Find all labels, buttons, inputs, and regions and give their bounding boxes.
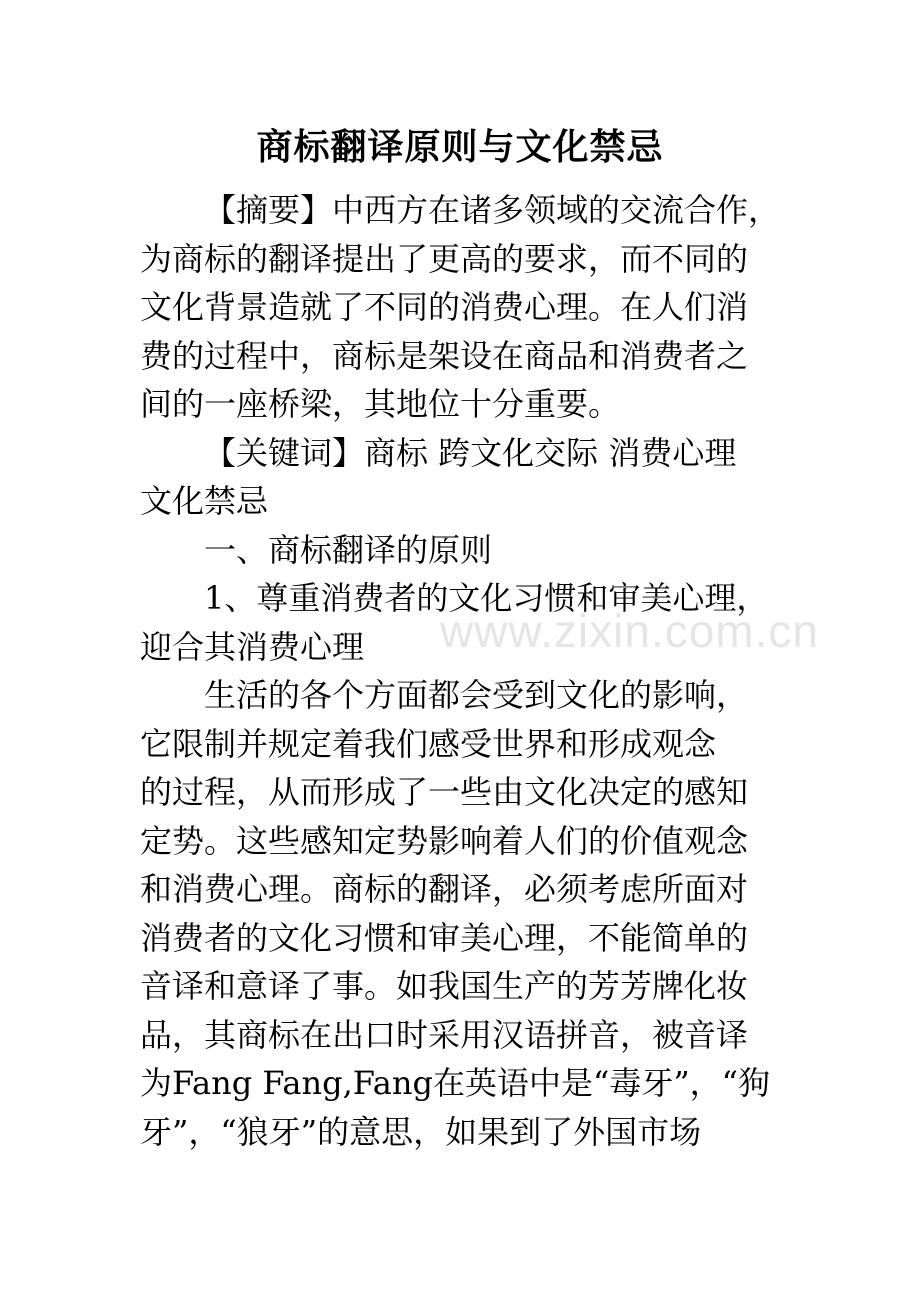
body-line: 品，其商标在出口时采用汉语拼音，被音译	[140, 1015, 749, 1054]
section-heading	[140, 526, 790, 575]
subsection-line: 迎合其消费心理	[140, 627, 365, 666]
keywords-line: 文化禁忌	[140, 482, 269, 520]
abstract-line: 为商标的翻译提出了更高的要求，而不同的	[140, 239, 749, 278]
keywords-paragraph	[140, 429, 790, 526]
abstract-paragraph	[140, 186, 790, 429]
body-line: 为Fang Fang,Fang在英语中是“毒牙”，“狗	[140, 1064, 771, 1102]
document-body	[140, 186, 790, 1156]
watermark: www.zixin.com.cn	[440, 605, 819, 657]
subsection-line: 1、尊重消费者的文化习惯和审美心理，	[204, 579, 769, 617]
body-line: 的过程，从而形成了一些由文化决定的感知	[140, 773, 749, 811]
subsection-heading	[140, 574, 790, 671]
body-line: 消费者的文化习惯和审美心理，不能简单的	[140, 918, 749, 957]
body-line: 它限制并规定着我们感受世界和形成观念	[140, 724, 717, 763]
document-title: 商标翻译原则与文化禁忌	[256, 127, 664, 168]
abstract-line: 费的过程中，商标是架设在商品和消费者之	[140, 336, 749, 375]
body-line: 牙”，“狼牙”的意思，如果到了外国市场	[140, 1112, 702, 1151]
body-paragraph	[140, 671, 790, 1156]
body-line: 音译和意译了事。如我国生产的芳芳牌化妆	[140, 967, 749, 1005]
abstract-line: 间的一座桥梁，其地位十分重要。	[140, 385, 621, 423]
abstract-line: 文化背景造就了不同的消费心理。在人们消	[140, 288, 749, 326]
body-line: 和消费心理。商标的翻译，必须考虑所面对	[140, 870, 749, 908]
body-line: 生活的各个方面都会受到文化的影响，	[204, 676, 749, 714]
keywords-line: 【关键词】商标 跨文化交际 消费心理	[204, 433, 737, 472]
section-heading-text: 一、商标翻译的原则	[204, 530, 493, 569]
abstract-line: 【摘要】中西方在诸多领域的交流合作，	[204, 191, 781, 229]
body-line: 定势。这些感知定势影响着人们的价值观念	[140, 821, 749, 860]
